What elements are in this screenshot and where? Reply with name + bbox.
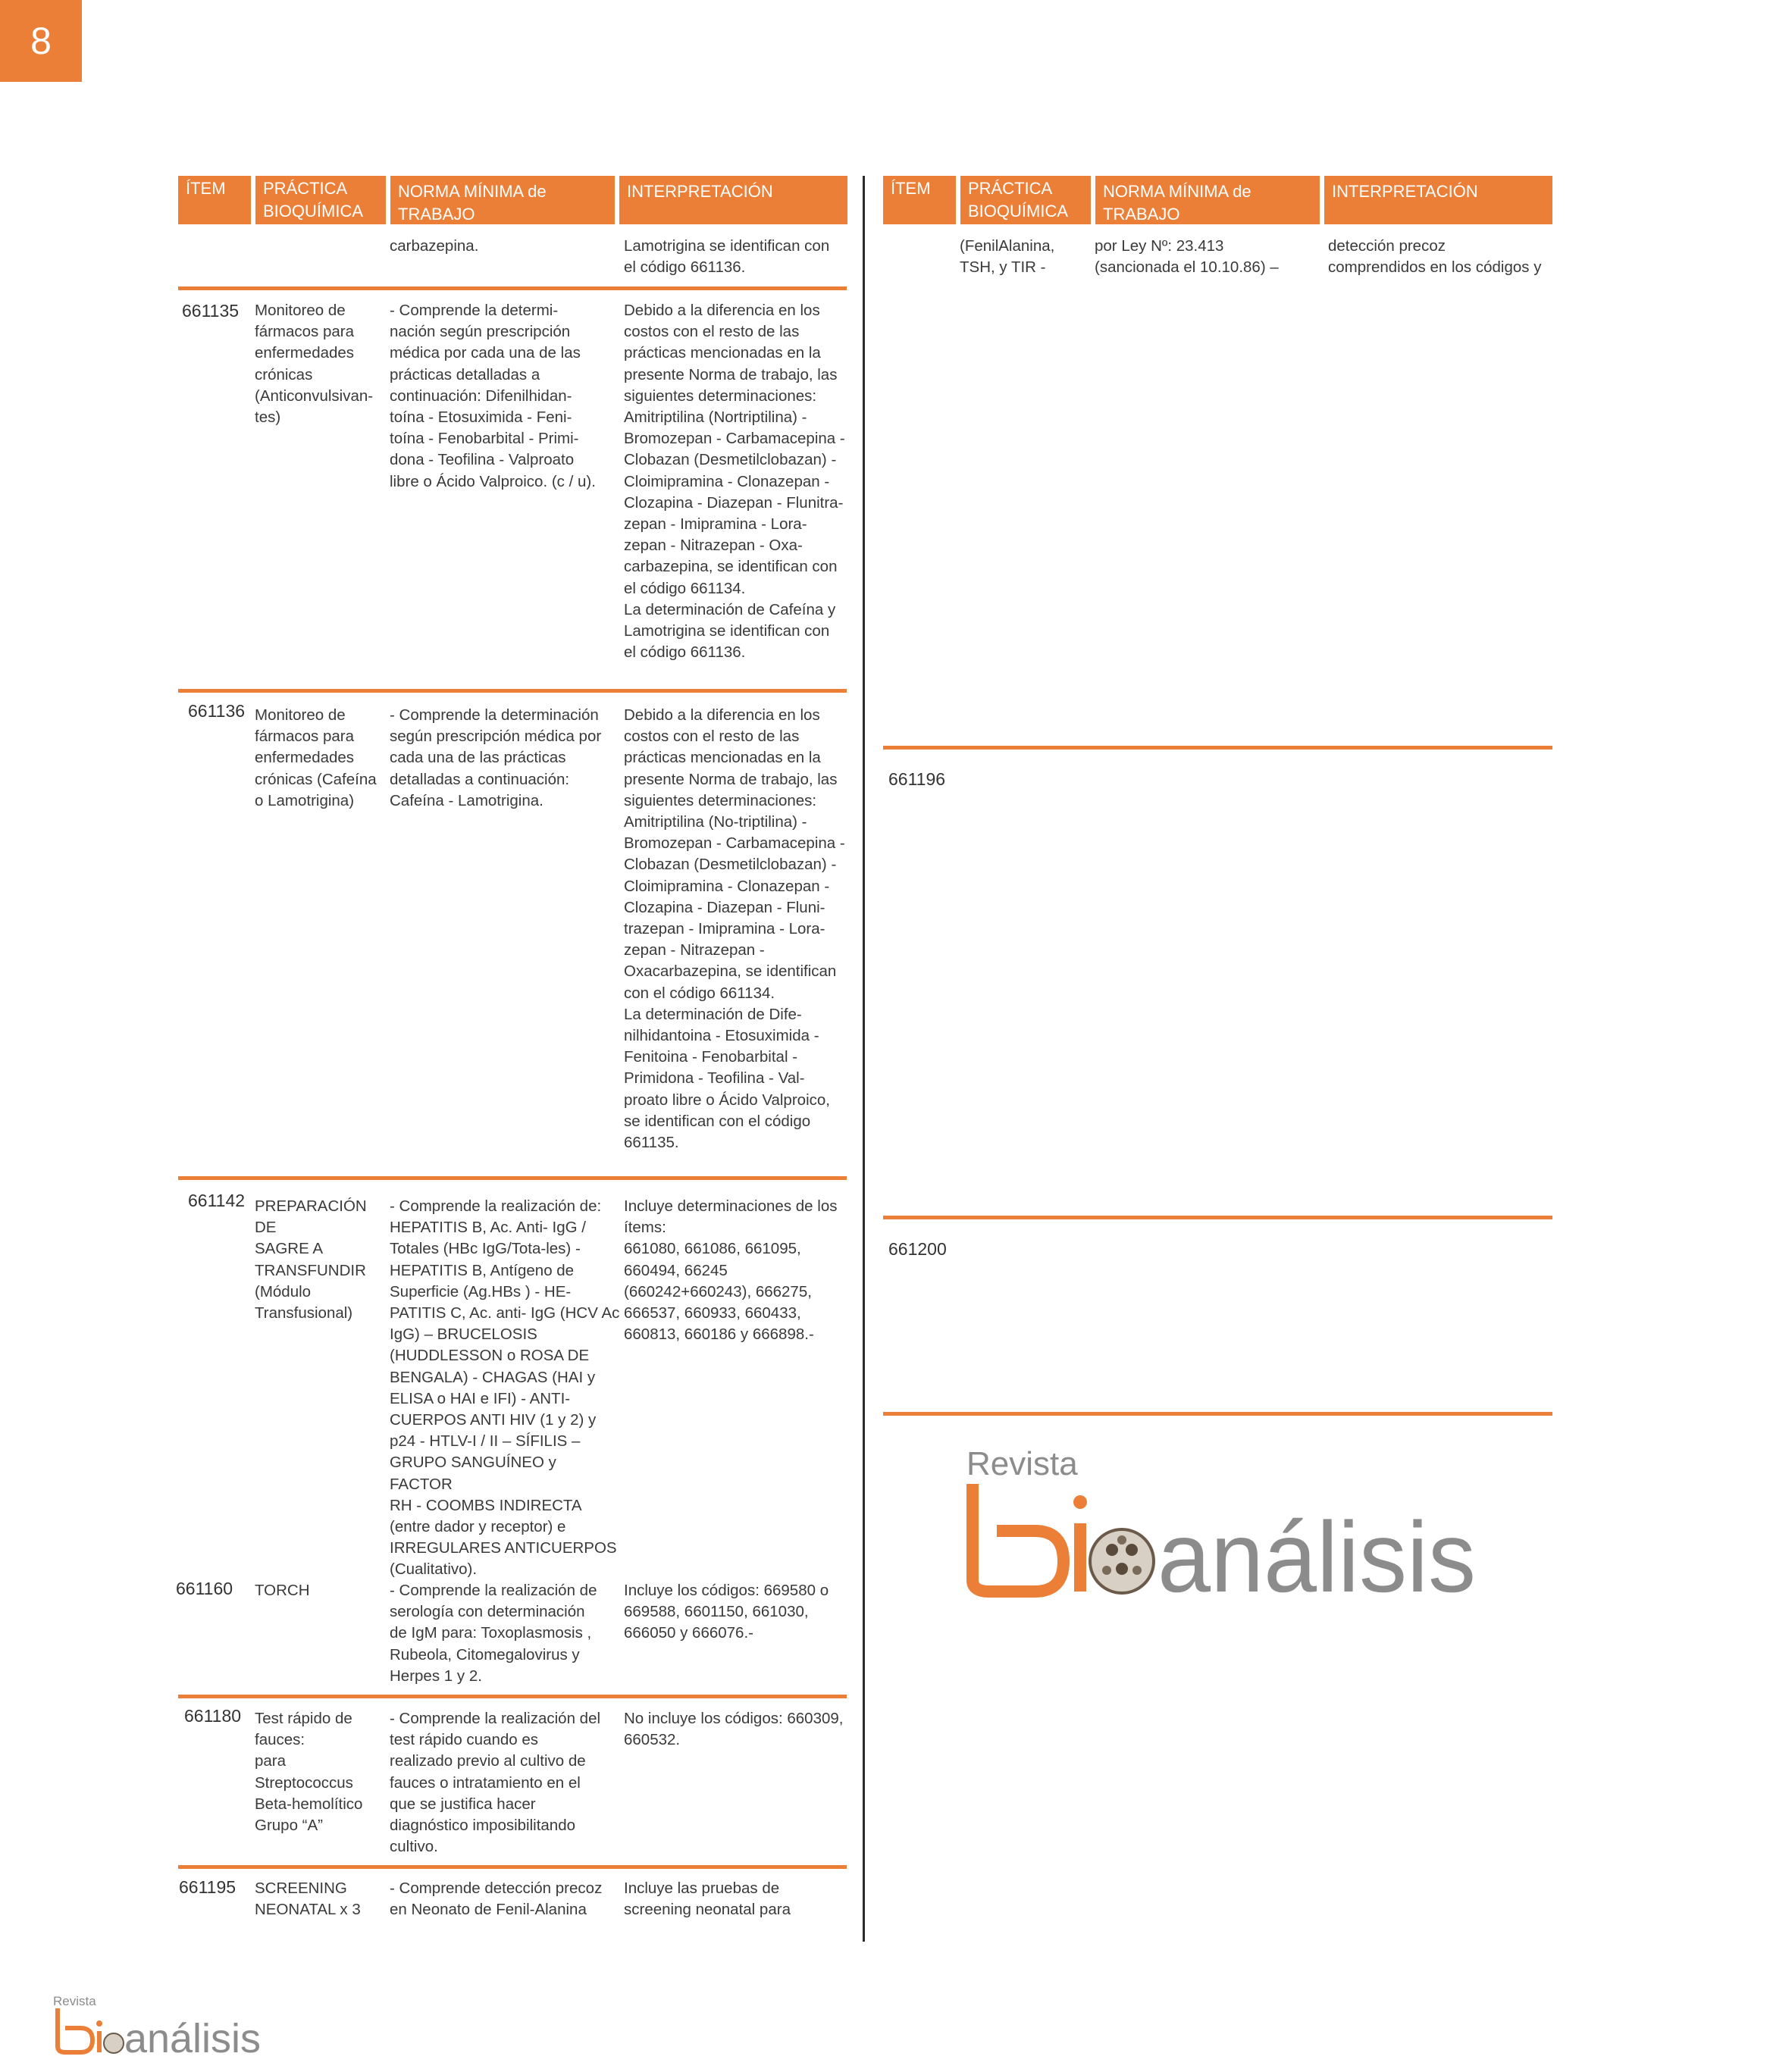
row-separator <box>178 286 847 290</box>
logo-revista-text: Revista <box>966 1445 1078 1482</box>
table-cell-interpretation: Debido a la diferencia en los costos con el resto de las prácticas mencionadas en la presente Norma de trabajo, las siguientes determinaciones: Amitriptilina (No-triptilina) - Bromozepan - Carbamacepina - Clobazan (Desmetilclobazan) - Cloimipramina - Clonazepan - Clozapina - Diazepan - Fluni- trazepan - Imipramina - Lora- zepan - Nitrazepan - Oxacarbazepina, se identifican con el código 661134. La determinación de Dife- nilhidantoina - Etosuximida - Fenitoina - Fenobarbital - Primidona - Teofilina - Val- proato libre o Ácido Valproico, se identifican con el código 661135. <box>624 706 845 1152</box>
table-cell-norm: - Comprende la realización de: HEPATITIS B, Ac. Anti- IgG / Totales (HBc IgG/Tota-les) - HEPATITIS B, Antígeno de Superficie (Ag.HBs ) - HE- PATITIS C, Ac. anti- IgG (HCV Ac IgG) – BRUCELOSIS (HUDDLESSON o ROSA DE BENGALA) - CHAGAS (HAI y ELISA o HAI e IFI) - ANTI- CUERPOS ANTI HIV (1 y 2) y p24 - HTLV-I / II – SÍFILIS – GRUPO SANGUÍNEO y FACTOR RH - COOMBS INDIRECTA (entre dador y receptor) e IRREGULARES ANTICUERPOS (Cualitativo). <box>390 1197 620 1579</box>
table-cell-practice: TORCH <box>255 1582 310 1599</box>
header-interpretacion: INTERPRETACIÓN <box>619 176 847 224</box>
footer-logo-analisis: análisis <box>124 2016 261 2058</box>
row-separator <box>883 1216 1552 1219</box>
table-cell-practice: (FenilAlanina, TSH, y TIR - <box>960 237 1055 277</box>
table-cell-norm: carbazepina. <box>390 237 479 255</box>
row-separator <box>883 1412 1552 1416</box>
table-cell-norm: - Comprende la determi- nación según prescripción médica por cada una de las prácticas detalladas a continuación: Difenilhidan- toína - Etosuximida - Feni- toína - Fenobarbital - Primi- dona - Teofilina - Valproato libre o Ácido Valproico. (c / u). <box>390 302 596 490</box>
column-divider <box>863 176 865 1942</box>
table-cell-item: 661200 <box>888 1239 947 1259</box>
table-cell-item: 661142 <box>188 1191 246 1210</box>
header-item: ÍTEM <box>178 176 251 224</box>
header-item: ÍTEM <box>883 176 956 224</box>
table-cell-interpretation: Incluye determinaciones de los ítems: 661080, 661086, 661095, 660494, 66245 (660242+660243), 666275, 666537, 660933, 660433, 660813, 660186 y 666898.- <box>624 1197 838 1344</box>
header-interpretacion: INTERPRETACIÓN <box>1324 176 1552 224</box>
table-cell-interpretation: Debido a la diferencia en los costos con el resto de las prácticas mencionadas en la presente Norma de trabajo, las siguientes determinaciones: Amitriptilina (Nortriptilina) - Bromozepan - Carbamacepina - Clobazan (Desmetilclobazan) - Cloimipramina - Clonazepan - Clozapina - Diazepan - Flunitra- zepan - Imipramina - Lora- zepan - Nitrazepan - Oxa- carbazepina, se identifican con el código 661134. La determinación de Cafeína y Lamotrigina se identifican con el código 661136. <box>624 302 845 662</box>
footer-logo-revista: Revista <box>53 1994 96 2008</box>
footer-logo <box>53 1993 265 2058</box>
table-cell-item: 661180 <box>184 1706 242 1726</box>
table-cell-practice: Monitoreo de fármacos para enfermedades crónicas (Anticonvulsivan- tes) <box>255 302 374 427</box>
row-separator <box>178 1865 847 1869</box>
table-cell-item: 661135 <box>182 301 240 321</box>
header-norma: NORMA MÍNIMA de TRABAJO <box>390 176 615 224</box>
row-separator <box>178 689 847 693</box>
row-separator <box>178 1695 847 1698</box>
table-cell-item: 661136 <box>188 701 246 721</box>
header-norma: NORMA MÍNIMA de TRABAJO <box>1095 176 1320 224</box>
table-cell-practice: PREPARACIÓN DE SAGRE A TRANSFUNDIR (Módulo Transfusional) <box>255 1197 367 1322</box>
table-cell-interpretation: No incluye los códigos: 660309, 660532. <box>624 1710 844 1749</box>
table-cell-interpretation: Incluye las pruebas de screening neonatal para <box>624 1880 791 1919</box>
table-cell-item: 661195 <box>179 1877 237 1897</box>
molecule-icon <box>1090 1529 1154 1593</box>
header-practica: PRÁCTICA BIOQUÍMICA <box>960 176 1091 224</box>
table-cell-interpretation: Lamotrigina se identifican con el código 661136. <box>624 237 830 277</box>
table-cell-norm: - Comprende la determinación según prescripción médica por cada una de las prácticas detalladas a continuación: Cafeína - Lamotrigina. <box>390 706 602 809</box>
table-cell-practice: Monitoreo de fármacos para enfermedades crónicas (Cafeína o Lamotrigina) <box>255 706 377 809</box>
row-separator <box>178 1176 847 1180</box>
table-cell-norm: - Comprende la realización del test rápido cuando es realizado previo al cultivo de fauces o intratamiento en el que se justifica hacer diagnóstico imposibilitando cultivo. <box>390 1710 601 1856</box>
table-cell-practice: Test rápido de fauces: para Streptococcus Beta-hemolítico Grupo “A” <box>255 1710 363 1835</box>
revista-bioanalisis-logo <box>966 1440 1482 1603</box>
table-cell-interpretation: Incluye los códigos: 669580 o 669588, 6601150, 661030, 666050 y 666076.- <box>624 1582 829 1642</box>
table-cell-norm: - Comprende detección precoz en Neonato de Fenil-Alanina <box>390 1880 603 1919</box>
header-practica: PRÁCTICA BIOQUÍMICA <box>255 176 386 224</box>
table-cell-norm: - Comprende la realización de serología con determinación de IgM para: Toxoplasmosis , Rubeola, Citomegalovirus y Herpes 1 y 2. <box>390 1582 597 1685</box>
logo-analisis-text: análisis <box>1157 1501 1476 1603</box>
page-number: 8 <box>0 0 82 82</box>
table-cell-item: 661196 <box>888 769 946 789</box>
table-cell-norm: por Ley Nº: 23.413 (sancionada el 10.10.86) – <box>1095 237 1279 277</box>
row-separator <box>883 746 1552 750</box>
table-cell-item: 661160 <box>176 1579 233 1598</box>
table-cell-interpretation: detección precoz comprendidos en los códigos y <box>1328 237 1542 277</box>
table-cell-practice: SCREENING NEONATAL x 3 <box>255 1880 361 1919</box>
